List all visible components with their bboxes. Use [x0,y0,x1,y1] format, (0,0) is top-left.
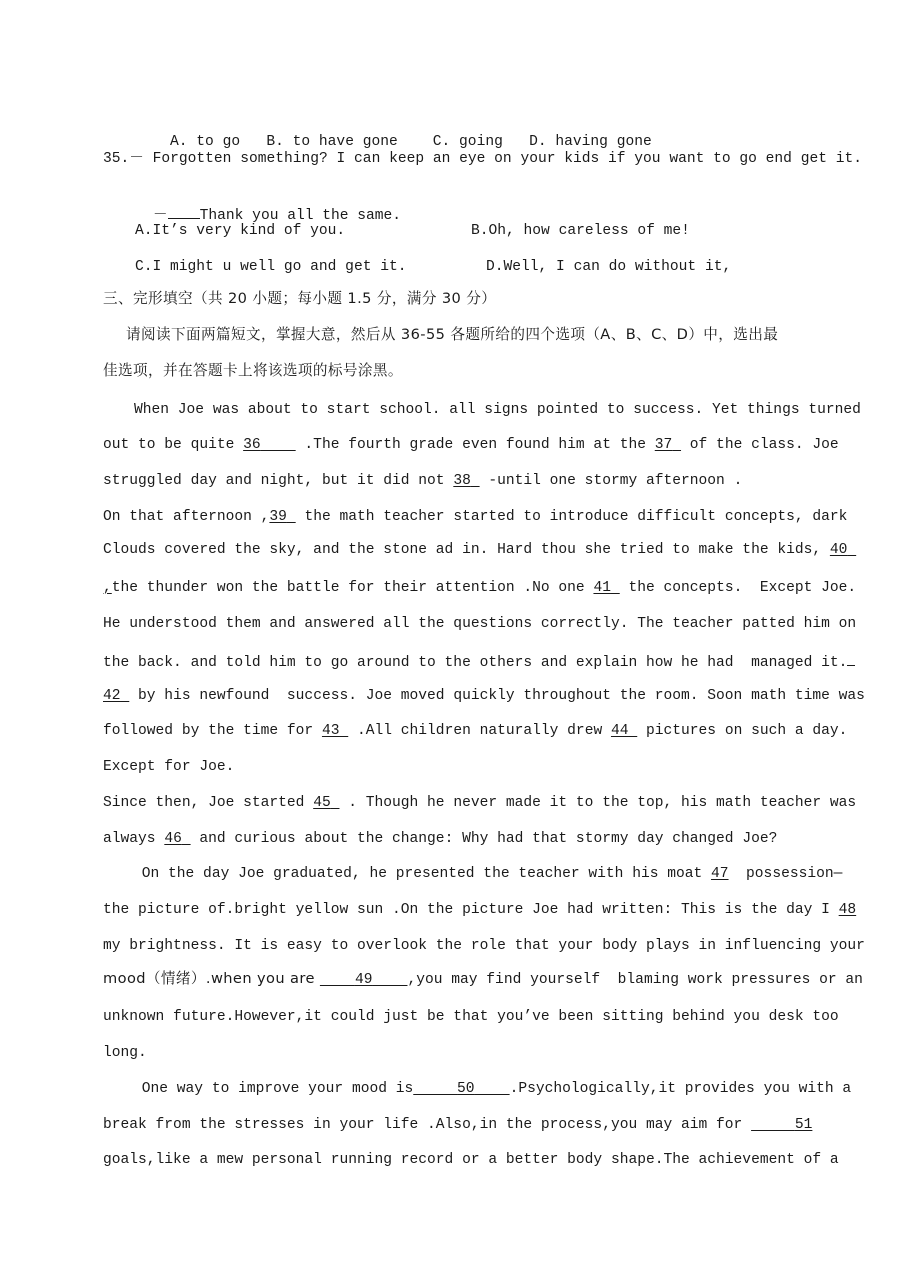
blank-40: 40 [829,542,848,558]
blank-47: 47 [711,866,729,882]
blank-51: 51 [794,1117,813,1133]
q35-reply-text: Thank you all the same. [199,208,402,224]
q34-option-b: B. to have gone [266,134,398,150]
passage-line: out to be quite 36 .The fourth grade even found him at the 37 of the class. Joe [103,437,839,453]
q35-option-a: A.It’s very kind of you. [135,223,346,239]
blank-39: 39 [269,509,287,525]
q34-option-d: D. having gone [529,134,652,150]
blank-44: 44 [610,723,629,739]
q35-option-c: C.I might u well go and get it. [135,259,407,275]
passage-line: Except for Joe. [103,759,235,775]
passage-line: On that afternoon ,39 the math teacher started to introduce difficult concepts, dark [103,509,848,525]
blank-43: 43 [321,723,340,739]
q35-reply-dash: － [153,208,168,224]
section-instruction-1: 请阅读下面两篇短文，掌握大意，然后从 36-55 各题所给的四个选项（A、B、C、D）中，选出最 [126,326,779,343]
blank-41: 41 [593,580,611,596]
q34-option-c: C. going [432,134,503,150]
passage-line: One way to improve your mood is 50 .Psychologically,it provides you with a [133,1081,852,1097]
section-heading: 三、完形填空（共 20 小题；每小题 1.5 分，满分 30 分） [103,290,497,307]
blank-48: 48 [838,902,857,918]
passage-line: always 46 and curious about the change: Why had that stormy day changed Joe? [103,831,778,847]
passage-line: struggled day and night, but it did not 38 -until one stormy afternoon . [103,473,743,489]
passage-line: mood（情绪）.when you are 49 ,you may find yourself blaming work pressures or an [103,970,863,988]
q35-prompt: 35.－ Forgotten something? I can keep an eye on your kids if you want to go end get it. [103,151,862,167]
blank-38: 38 [453,473,471,489]
q35-option-b: B.Oh, how careless of me! [471,223,690,239]
passage-line: break from the stresses in your life .Also,in the process,you may aim for 51 [103,1117,813,1133]
passage-line: the picture of.bright yellow sun .On the picture Joe had written: This is the day I 48 [103,902,857,918]
q35-blank [168,204,200,219]
passage-line: 42 by his newfound success. Joe moved quickly throughout the room. Soon math time was [103,688,865,704]
passage-line: Clouds covered the sky, and the stone ad in. Hard thou she tried to make the kids, 40 [103,541,807,559]
passage-line: unknown future.However,it could just be that you’ve been sitting behind you desk too [103,1009,839,1025]
passage-line: He understood them and answered all the questions correctly. The teacher patted him on [103,616,857,632]
q34-option-a: A. to go [170,134,241,150]
passage-line: the back. and told him to go around to the others and explain how he had managed it. [103,651,807,672]
section-instruction-2: 佳选项，并在答题卡上将该选项的标号涂黑。 [103,362,403,379]
passage-line: followed by the time for 43 .All children naturally drew 44 pictures on such a day. [103,723,848,739]
passage-line: When Joe was about to start school. all signs pointed to success. Yet things turned [134,402,861,418]
passage-line: On the day Joe graduated, he presented the teacher with his moat 47 possession— [133,866,843,882]
blank-45: 45 [313,795,331,811]
passage-line: ,the thunder won the battle for their attention .No one 41 the concepts. Except Joe. [103,580,857,596]
passage-line: Since then, Joe started 45 . Though he never made it to the top, his math teacher was [103,795,857,811]
blank-49: 49 [354,972,373,988]
blank-37: 37 [654,437,673,453]
passage-line: goals,like a mew personal running record or a better body shape.The achievement of a [103,1152,839,1168]
blank-42: 42 [103,688,121,704]
blank-36: 36 [243,437,261,453]
passage-line: my brightness. It is easy to overlook the role that your body plays in influencing your [103,938,865,954]
passage-line: long. [103,1045,147,1061]
q35-option-d: D.Well, I can do without it, [486,259,732,275]
blank-50: 50 [457,1081,475,1097]
blank-46: 46 [164,831,182,847]
